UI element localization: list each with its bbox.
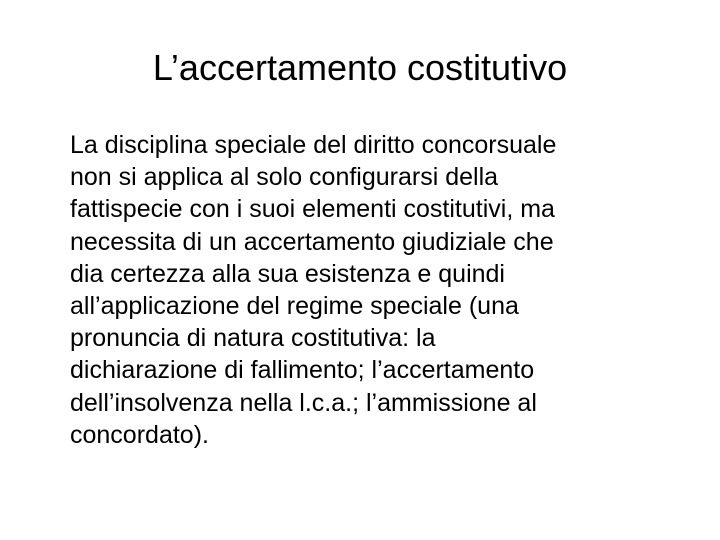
body-line: dell’insolvenza nella l.c.a.; l’ammissione al (70, 388, 537, 417)
slide-title: L’accertamento costitutivo (152, 47, 568, 88)
body-line: all’applicazione del regime speciale (una (70, 292, 519, 321)
body-line: necessita di un accertamento giudiziale che (70, 227, 554, 256)
body-line: pronuncia di natura costitutiva: la (70, 324, 436, 353)
body-line: dichiarazione di fallimento; l’accertamento (70, 356, 535, 385)
body-line: concordato). (70, 420, 209, 449)
body-line: fattispecie con i suoi elementi costitutivi, ma (70, 195, 555, 224)
body-line: La disciplina speciale del diritto concorsuale (70, 131, 557, 159)
body-line: non si applica al solo configurarsi della (70, 163, 499, 192)
body-line: dia certezza alla sua esistenza e quindi (70, 259, 505, 288)
slide-body-paragraph (70, 129, 670, 451)
